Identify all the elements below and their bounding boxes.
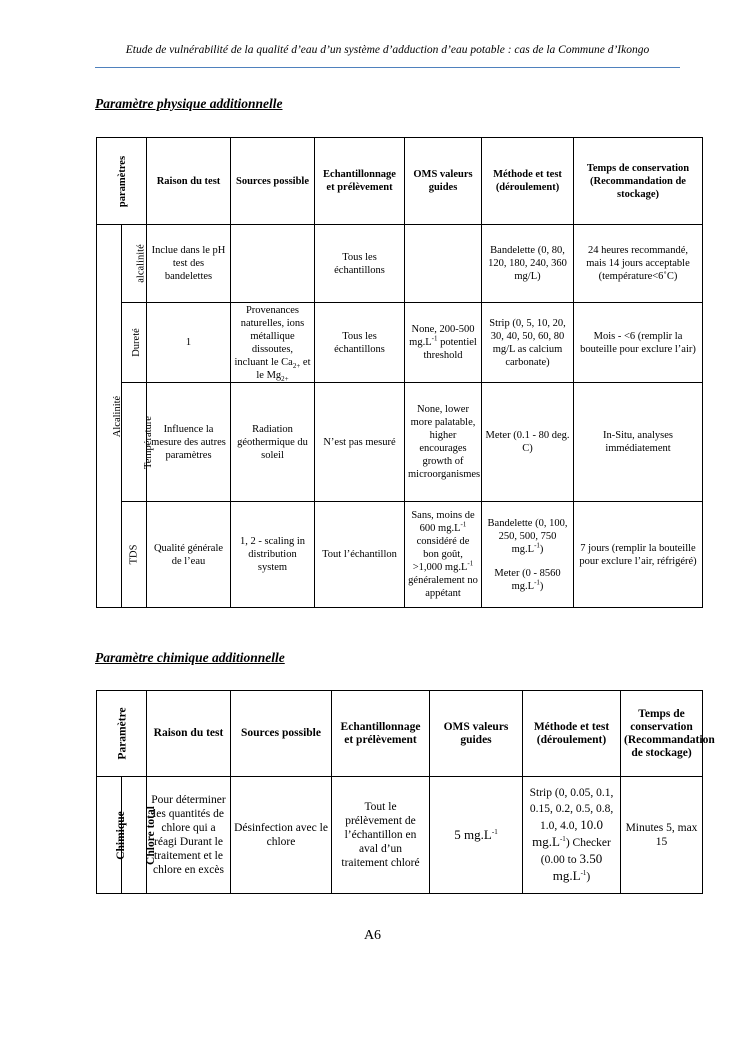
header-sources: Sources possible (231, 691, 332, 777)
header-oms: OMS valeurs guides (430, 691, 523, 777)
header-temps: Temps de conservation (Recommandation de stockage) (621, 691, 703, 777)
cell-echantillonnage: Tous les échantillons (315, 225, 405, 303)
cell-echantillonnage: Tout l’échantillon (315, 502, 405, 608)
header-rule (95, 67, 680, 68)
param-alcalinite: alcalinité (122, 225, 147, 303)
param-chlore-total: Chlore total (122, 777, 147, 894)
cell-sources: Désinfection avec le chlore (231, 777, 332, 894)
cell-sources: Provenances naturelles, ions métallique dissoutes, incluant le $Ca_{2+}$ et le $Mg_{2+}$ (231, 303, 315, 383)
header-echantillonnage: Echantillonnage et prélèvement (315, 138, 405, 225)
table-row (97, 502, 703, 608)
cell-raison: Qualité générale de l’eau (147, 502, 231, 608)
table-row (97, 383, 703, 502)
cell-temps: In-Situ, analyses immédiatement (574, 383, 703, 502)
running-header: Etude de vulnérabilité de la qualité d’eau d’un système d’adduction d’eau potable : cas de la Commune d’Ikongo (125, 44, 650, 56)
header-raison: Raison du test (147, 691, 231, 777)
table-header-row (97, 138, 703, 225)
param-tds: TDS (122, 502, 147, 608)
cell-methode: Strip (0, 0.05, 0.1, 0.15, 0.2, 0.5, 0.8, 1.0, 4.0, 10.0 $mg.L^{-1}$) Checker (0.00 to 3.50 $mg.L^{-1}$) (523, 777, 621, 894)
table-header-row (97, 691, 703, 777)
param-temperature: Température (122, 383, 147, 502)
header-methode: Méthode et test (déroulement) (523, 691, 621, 777)
cell-sources: Radiation géothermique du soleil (231, 383, 315, 502)
cell-methode: Bandelette (0, 80, 120, 180, 240, 360 mg/L) (482, 225, 574, 303)
cell-temps: 24 heures recommandé, mais 14 jours acceptable (température<6˚C) (574, 225, 703, 303)
cell-oms: None, 200-500 $mg.L^{-1}$ potentiel threshold (405, 303, 482, 383)
group-alcalinite: Alcalinité (97, 225, 122, 608)
header-sources: Sources possible (231, 138, 315, 225)
header-parametre: Paramètre (97, 691, 147, 777)
cell-methode: Bandelette (0, 100, 250, 500, 750 $mg.L^{-1}$) Meter (0 - 8560 $mg.L^{-1}$) (482, 502, 574, 608)
cell-temps: 7 jours (remplir la bouteille pour exclure l’air, réfrigéré) (574, 502, 703, 608)
cell-echantillonnage: Tout le prélèvement de l’échantillon en aval d’un traitement chloré (332, 777, 430, 894)
cell-oms: Sans, moins de 600 $mg.L^{-1}$ considéré de bon goût, >1,000 $mg.L^{-1}$ généralement no appétant (405, 502, 482, 608)
header-methode: Méthode et test (déroulement) (482, 138, 574, 225)
header-raison: Raison du test (147, 138, 231, 225)
param-durete: Dureté (122, 303, 147, 383)
cell-temps: Mois - <6 (remplir la bouteille pour exclure l’air) (574, 303, 703, 383)
cell-sources (231, 225, 315, 303)
physical-parameter-table (96, 137, 703, 608)
chemical-parameter-table (96, 690, 715, 894)
cell-methode: Strip (0, 5, 10, 20, 30, 40, 50, 60, 80 mg/L as calcium carbonate) (482, 303, 574, 383)
cell-echantillonnage: N’est pas mesuré (315, 383, 405, 502)
section-title-chimique: Paramètre chimique additionnelle (95, 650, 285, 665)
cell-oms: None, lower more palatable, higher encourages growth of microorganismes (405, 383, 482, 502)
header-temps: Temps de conservation (Recommandation de stockage) (574, 138, 703, 225)
cell-raison: 1 (147, 303, 231, 383)
cell-methode: Meter (0.1 - 80 deg. C) (482, 383, 574, 502)
cell-temps: Minutes 5, max 15 (621, 777, 703, 894)
table-row (97, 303, 703, 383)
cell-raison: Inclue dans le pH test des bandelettes (147, 225, 231, 303)
table-row (97, 225, 703, 303)
cell-raison: Influence la mesure des autres paramètres (147, 383, 231, 502)
cell-raison: Pour déterminer les quantités de chlore qui a réagi Durant le traitement et le chlore en excès (147, 777, 231, 894)
cell-oms: 5 $mg.L^{-1}$ (430, 777, 523, 894)
table-row (97, 777, 703, 894)
cell-oms (405, 225, 482, 303)
cell-echantillonnage: Tous les échantillons (315, 303, 405, 383)
header-oms: OMS valeurs guides (405, 138, 482, 225)
page-number: A6 (363, 928, 382, 943)
header-echantillonnage: Echantillonnage et prélèvement (332, 691, 430, 777)
cell-sources: 1, 2 - scaling in distribution system (231, 502, 315, 608)
header-parametres: paramètres (97, 138, 147, 225)
section-title-physique: Paramètre physique additionnelle (95, 96, 283, 111)
group-chimique: Chimique (97, 777, 122, 894)
